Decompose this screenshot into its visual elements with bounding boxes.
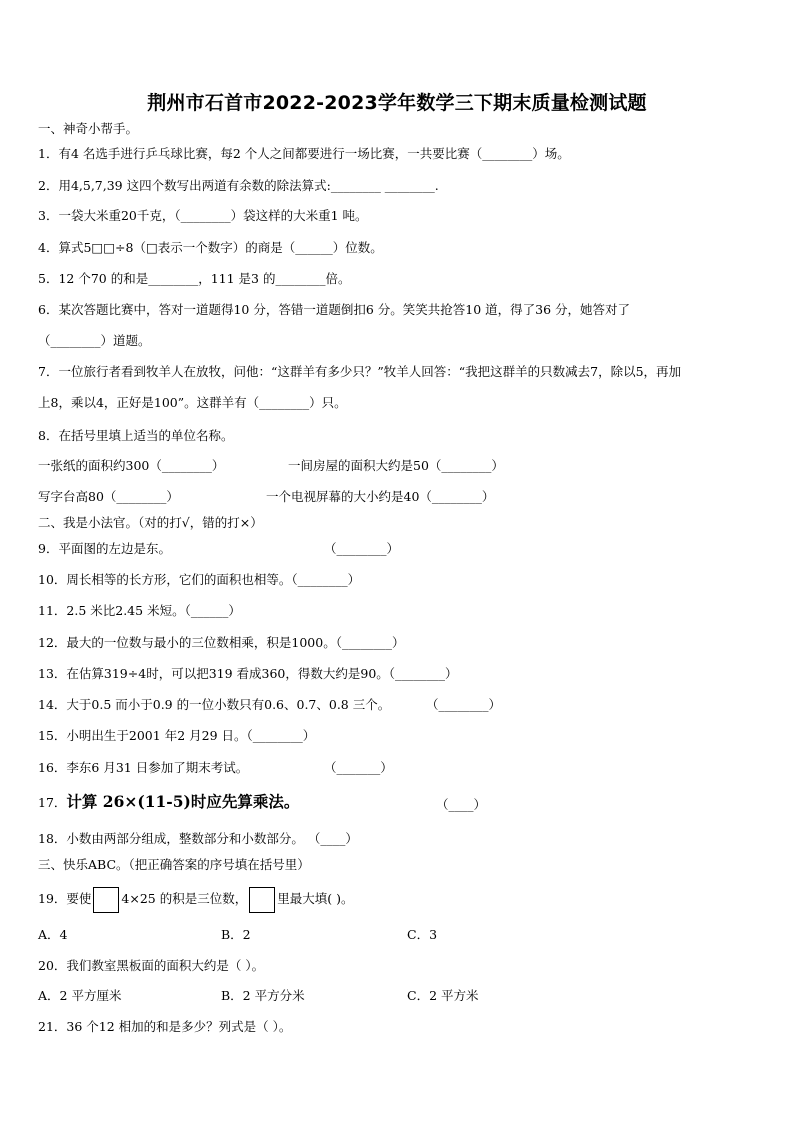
question-2: 2．用4,5,7,39 这四个数写出两道有余数的除法算式:________ ________. [38, 178, 439, 193]
question-17 [38, 794, 299, 811]
section-2-heading: 二、我是小法官。（对的打√，错的打×） [38, 515, 263, 530]
question-14: 14．大于0.5 而小于0.9 的一位小数只有0.6、0.7、0.8 三个。 [38, 697, 391, 712]
question-6-line-1: 6．某次答题比赛中，答对一道题得10 分，答错一道题倒扣6 分。笑笑共抢答10 道，得了36 分，她答对了 [38, 302, 631, 317]
question-8-item-d: 一个电视屏幕的大小约是40（________） [266, 489, 495, 504]
section-3-heading: 三、快乐ABC。（把正确答案的序号填在括号里） [38, 857, 310, 872]
question-20-option-c: C．2 平方米 [407, 988, 479, 1003]
section-1-heading: 一、神奇小帮手。 [38, 121, 139, 136]
question-7-line-2: 上8，乘以4，正好是100”。这群羊有（________）只。 [38, 395, 347, 410]
question-5: 5．12 个70 的和是________，111 是3 的________倍。 [38, 271, 351, 286]
question-12: 12．最大的一位数与最小的三位数相乘，积是1000。（________） [38, 635, 405, 650]
question-18: 18．小数由两部分组成，整数部分和小数部分。 （____） [38, 831, 358, 846]
question-8-item-c: 写字台高80（________） [38, 489, 179, 504]
question-3: 3．一袋大米重20千克，（________）袋这样的大米重1 吨。 [38, 208, 368, 223]
question-16-answer: （_______） [324, 760, 393, 775]
question-1: 1．有4 名选手进行乒乓球比赛，每2 个人之间都要进行一场比赛，一共要比赛（________）场。 [38, 146, 570, 161]
question-20-option-a: A．2 平方厘米 [38, 988, 122, 1003]
question-7-line-1: 7．一位旅行者看到牧羊人在放牧，问他：“这群羊有多少只？”牧羊人回答：“我把这群羊的只数减去7，除以5，再加 [38, 364, 682, 379]
page-title: 荆州市石首市2022-2023学年数学三下期末质量检测试题 [147, 92, 647, 114]
question-19-option-b: B．2 [221, 927, 251, 942]
question-8-item-b: 一间房屋的面积大约是50（________） [288, 458, 504, 473]
question-19-part-1: 19．要使 [38, 891, 92, 906]
question-6-line-2: （________）道题。 [38, 333, 151, 348]
question-10: 10．周长相等的长方形，它们的面积也相等。（________） [38, 572, 361, 587]
question-21: 21．36 个12 相加的和是多少？列式是（ ）。 [38, 1019, 292, 1034]
question-17-answer: （____） [436, 797, 487, 812]
question-17-text: 计算 26×(11-5)时应先算乘法。 [66, 792, 300, 811]
question-8-item-a: 一张纸的面积约300（________） [38, 458, 225, 473]
blank-box [93, 887, 119, 913]
question-13: 13．在估算319÷4时，可以把319 看成360，得数大约是90。（________） [38, 666, 458, 681]
question-16: 16．李东6 月31 日参加了期末考试。 [38, 760, 249, 775]
question-8: 8．在括号里填上适当的单位名称。 [38, 428, 234, 443]
question-19-part-3: 里最大填( )。 [277, 891, 354, 906]
question-19-part-2: 4×25 的积是三位数， [121, 891, 248, 906]
question-9: 9．平面图的左边是东。 [38, 541, 171, 556]
question-15: 15．小明出生于2001 年2 月29 日。（________） [38, 728, 316, 743]
question-4: 4．算式5□□÷8（□表示一个数字）的商是（______）位数。 [38, 240, 383, 255]
blank-box [249, 887, 275, 913]
question-19-option-a: A．4 [38, 927, 68, 942]
question-19 [38, 886, 353, 913]
question-11: 11．2.5 米比2.45 米短。（______） [38, 603, 241, 618]
question-17-number: 17． [38, 795, 67, 810]
question-14-answer: （________） [426, 697, 502, 712]
question-20: 20．我们教室黑板面的面积大约是（ ）。 [38, 958, 265, 973]
question-20-option-b: B．2 平方分米 [221, 988, 305, 1003]
question-9-answer: （________） [324, 541, 400, 556]
question-19-option-c: C．3 [407, 927, 438, 942]
